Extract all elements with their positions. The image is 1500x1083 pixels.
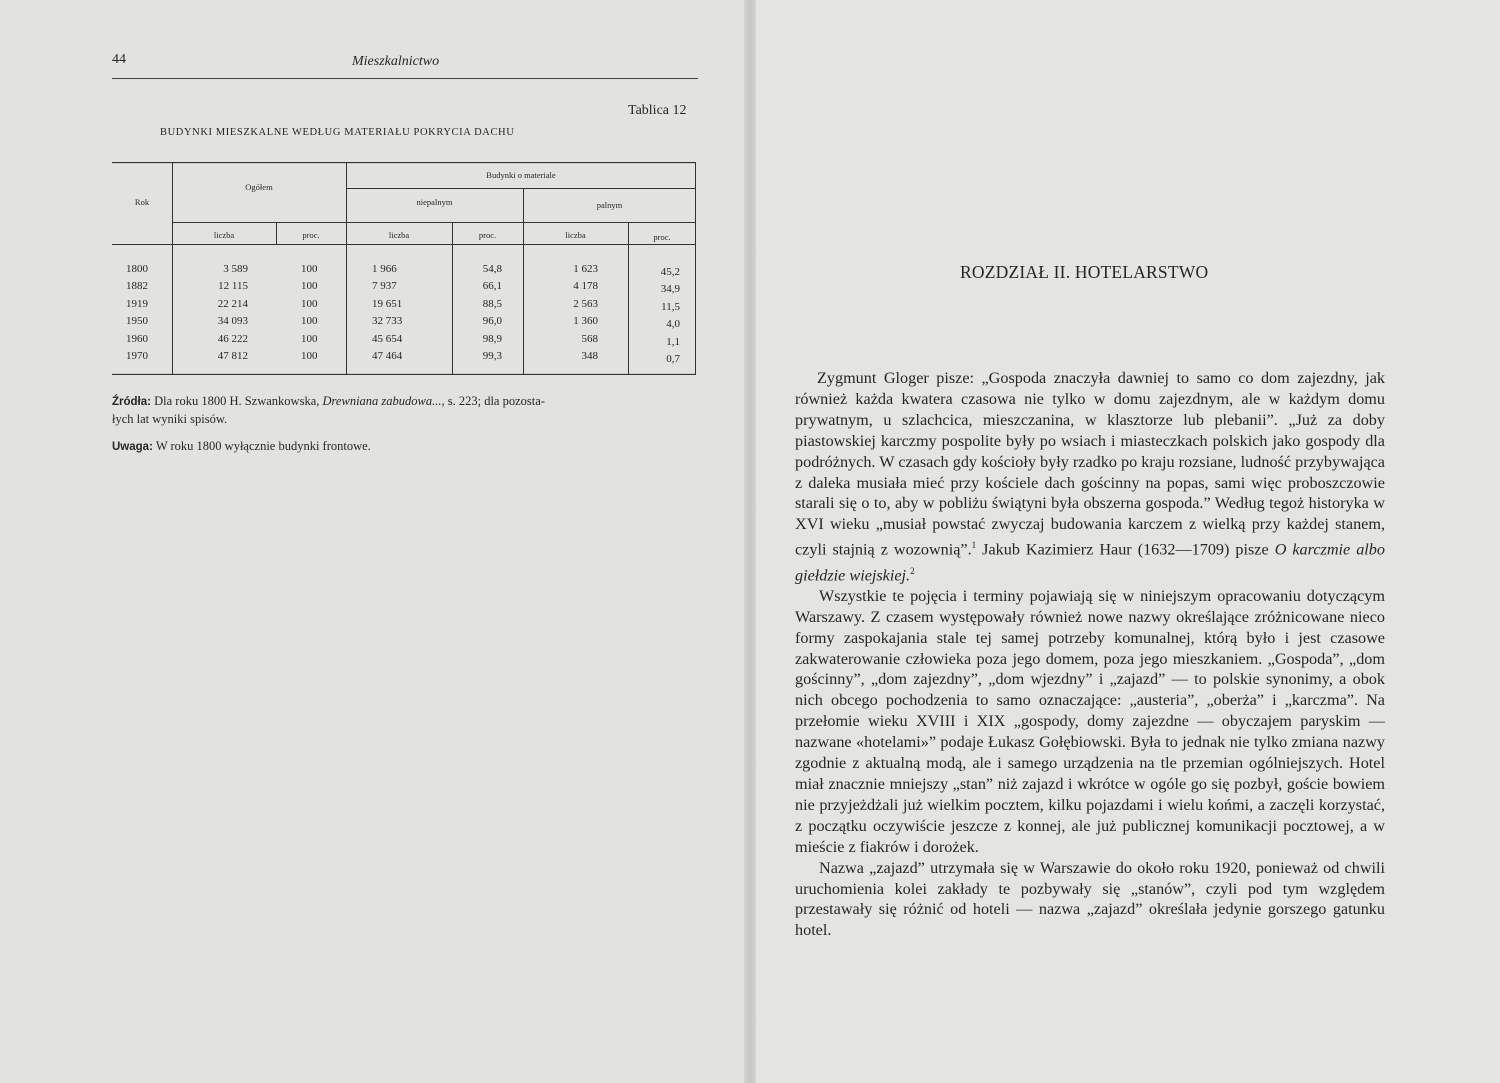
- cell-niepalnym-proc: 96,0: [482, 315, 502, 328]
- cell-rok: 1800: [126, 263, 148, 275]
- cell-palnym-liczba: 348: [581, 350, 598, 363]
- cell-rok: 1960: [126, 332, 148, 345]
- cell-niepalnym-proc: 66,1: [482, 280, 502, 293]
- header-budynki: Budynki o materiale: [486, 170, 556, 180]
- footnote-ref-2: 2: [910, 565, 915, 576]
- column-palnym-liczba: [532, 261, 598, 365]
- running-header: [112, 52, 698, 79]
- header-liczba-ogolem: liczba: [213, 230, 235, 240]
- table-title: BUDYNKI MIESZKALNE WEDŁUG MATERIAŁU POKRYCIA DACHU: [160, 127, 515, 138]
- table-notes: [112, 393, 702, 456]
- column-niepalnym-proc: [462, 261, 502, 365]
- sources-label: Źródła:: [112, 396, 151, 408]
- cell-niepalnym-liczba: 1 966: [372, 263, 397, 275]
- cell-rok: 1919: [126, 297, 148, 310]
- sources-text-b: s. 223; dla pozosta-: [447, 394, 545, 408]
- remark-label: Uwaga:: [112, 441, 153, 453]
- table-number: Tablica 12: [628, 103, 687, 118]
- cell-ogolem-liczba: 22 214: [217, 297, 248, 310]
- paragraph-1-text: Zygmunt Gloger pisze: „Gospoda znaczyła dawniej to samo co dom zajezdny, jak również każda kwatera czasowa nie tylko w domu zajezdnym, ale w każdym domu prywatnym, u szlachcica, mieszczanina, w klasztorze lub plebanii”. „Już za doby piastowskiej karczmy pospolite były po wsiach i miasteczkach polskich jako gospody dla podróżnych. W czasach gdy kościoły były rzadko po kraju rozsiane, ludność przybywająca z daleka musiała mieć przy kościele dach gościnny na popas, sami więc proboszczowie starali się o to, aby w pobliżu świątyni była obszerna gospoda.” Według tegoż historyka w XVI wieku „musiał powstać zwyczaj budowania karczem z wielką przy każdej stanem, czyli stajnią z wozownią”.: [795, 369, 1385, 559]
- paragraph-3: Nazwa „zajazd” utrzymała się w Warszawie do około roku 1920, ponieważ od chwili uruchomienia kolei zakłady te pozbywały się „stanów”, czyli pod tym względem przestawały się różnić od hoteli — nazwa „zajazd” określała jedynie gorszego gatunku hotel.: [795, 858, 1385, 940]
- sources-text-a: Dla roku 1800 H. Szwankowska,: [154, 394, 320, 408]
- cell-ogolem-liczba: 12 115: [218, 280, 248, 293]
- cell-ogolem-proc: 100: [301, 350, 318, 363]
- cell-niepalnym-liczba: 45 654: [372, 332, 403, 345]
- cell-niepalnym-liczba: 32 733: [372, 315, 403, 328]
- data-table: [112, 162, 696, 375]
- cell-palnym-proc: 45,2: [660, 266, 680, 278]
- cell-ogolem-liczba: 47 812: [217, 350, 248, 363]
- header-proc-ogolem: proc.: [302, 230, 320, 240]
- cell-palnym-proc: 0,7: [666, 353, 680, 366]
- cell-niepalnym-liczba: 7 937: [372, 280, 397, 293]
- cell-ogolem-proc: 100: [301, 315, 318, 328]
- cell-palnym-proc: 34,9: [660, 283, 680, 296]
- column-ogolem-liczba: [182, 261, 248, 365]
- sources-note: [112, 393, 702, 411]
- cell-rok: 1950: [126, 315, 148, 328]
- remark-note: [112, 438, 702, 456]
- cell-niepalnym-liczba: 47 464: [372, 350, 403, 363]
- running-title: Mieszkalnictwo: [352, 54, 440, 69]
- cell-ogolem-proc: 100: [301, 263, 318, 275]
- cell-niepalnym-proc: 54,8: [482, 263, 502, 275]
- cell-palnym-liczba: 1 360: [573, 315, 598, 328]
- cell-palnym-liczba: 1 623: [573, 263, 598, 275]
- cell-palnym-proc: 4,0: [666, 318, 680, 331]
- book-title-italic: O karczmie albo giełdzie wiejskiej.: [795, 540, 1385, 584]
- paragraph-1-cont: Jakub Kazimierz Haur (1632—1709) pisze: [976, 540, 1275, 559]
- header-niepalnym: niepalnym: [416, 197, 453, 207]
- sources-text-line2: łych lat wyniki spisów.: [112, 412, 228, 426]
- header-palnym: palnym: [596, 200, 623, 210]
- cell-ogolem-proc: 100: [301, 280, 318, 293]
- cell-palnym-proc: 11,5: [661, 300, 680, 313]
- footnote-ref-1: 1: [971, 540, 977, 551]
- page-number: 44: [112, 52, 126, 67]
- header-rok: Rok: [134, 197, 150, 207]
- cell-rok: 1970: [126, 350, 148, 363]
- remark-text: W roku 1800 wyłącznie budynki frontowe.: [155, 439, 371, 453]
- header-liczba-niepalnym: liczba: [388, 230, 410, 240]
- column-ogolem-proc: [301, 261, 341, 365]
- book-gutter: [744, 0, 756, 1083]
- cell-niepalnym-liczba: 19 651: [372, 297, 403, 310]
- cell-palnym-liczba: 4 178: [573, 280, 598, 293]
- header-liczba-palnym: liczba: [565, 230, 586, 240]
- header-ogolem: Ogółem: [245, 182, 273, 192]
- cell-rok: 1882: [126, 280, 148, 293]
- sources-text-italic: Drewniana zabudowa...,: [322, 394, 445, 408]
- cell-niepalnym-proc: 98,9: [482, 332, 502, 345]
- cell-palnym-liczba: 568: [581, 332, 598, 345]
- header-proc-niepalnym: proc.: [478, 230, 497, 240]
- cell-palnym-proc: 1,1: [666, 335, 680, 348]
- cell-ogolem-proc: 100: [301, 297, 318, 310]
- column-palnym-proc: [640, 264, 680, 368]
- cell-ogolem-liczba: 46 222: [217, 332, 248, 345]
- paragraph-1: [795, 368, 1385, 586]
- paragraph-2: Wszystkie te pojęcia i terminy pojawiają się w niniejszym opracowaniu dotyczącym Warszawy. Z czasem występowały również nowe nazwy określające zróżnicowane nieco formy zaspokajania stale tej samej potrzeby komunalnej, którą było i jest czasowe zakwaterowanie człowieka poza jego domem, poza jego mieszkaniem. „Gospoda”, „dom gościnny”, „dom zajezdny”, „dom wjezdny” i „zajazd” — to polskie synonimy, a obok nich obcego pochodzenia to samo oznaczające: „austeria”, „oberża” i „karczma”. Na przełomie wieku XVIII i XIX „gospody, domy zajezdne — obyczajem paryskim — nazwane «hotelami»” podaje Łukasz Gołębiowski. Była to jednak nie tylko zmiana nazwy zgodnie z aktualną modą, ale i samego urządzenia na tle przemian ogólniejszych. Hotel miał znacznie mniejszy „stan” niż zajazd i wkrótce w ogóle go się pozbył, goście bowiem nie przyjeżdżali już wielkim pocztem, kilku pojazdami i wielu końmi, a zaczęli korzystać, z początku oczywiście jeszcze z konnej, ale już publicznej komunikacji pocztowej, a w mieście z fiakrów i dorożek.: [795, 586, 1385, 856]
- chapter-title: ROZDZIAŁ II. HOTELARSTWO: [960, 262, 1209, 282]
- cell-ogolem-liczba: 34 093: [217, 315, 248, 328]
- header-proc-palnym: proc.: [653, 232, 671, 242]
- cell-ogolem-proc: 100: [301, 332, 318, 345]
- chapter-body: [795, 368, 1385, 941]
- cell-niepalnym-proc: 99,3: [482, 350, 502, 363]
- column-niepalnym-liczba: [372, 261, 442, 365]
- cell-niepalnym-proc: 88,5: [482, 297, 502, 310]
- table-row: [126, 261, 166, 365]
- cell-palnym-liczba: 2 563: [573, 297, 598, 310]
- cell-ogolem-liczba: 3 589: [223, 263, 248, 275]
